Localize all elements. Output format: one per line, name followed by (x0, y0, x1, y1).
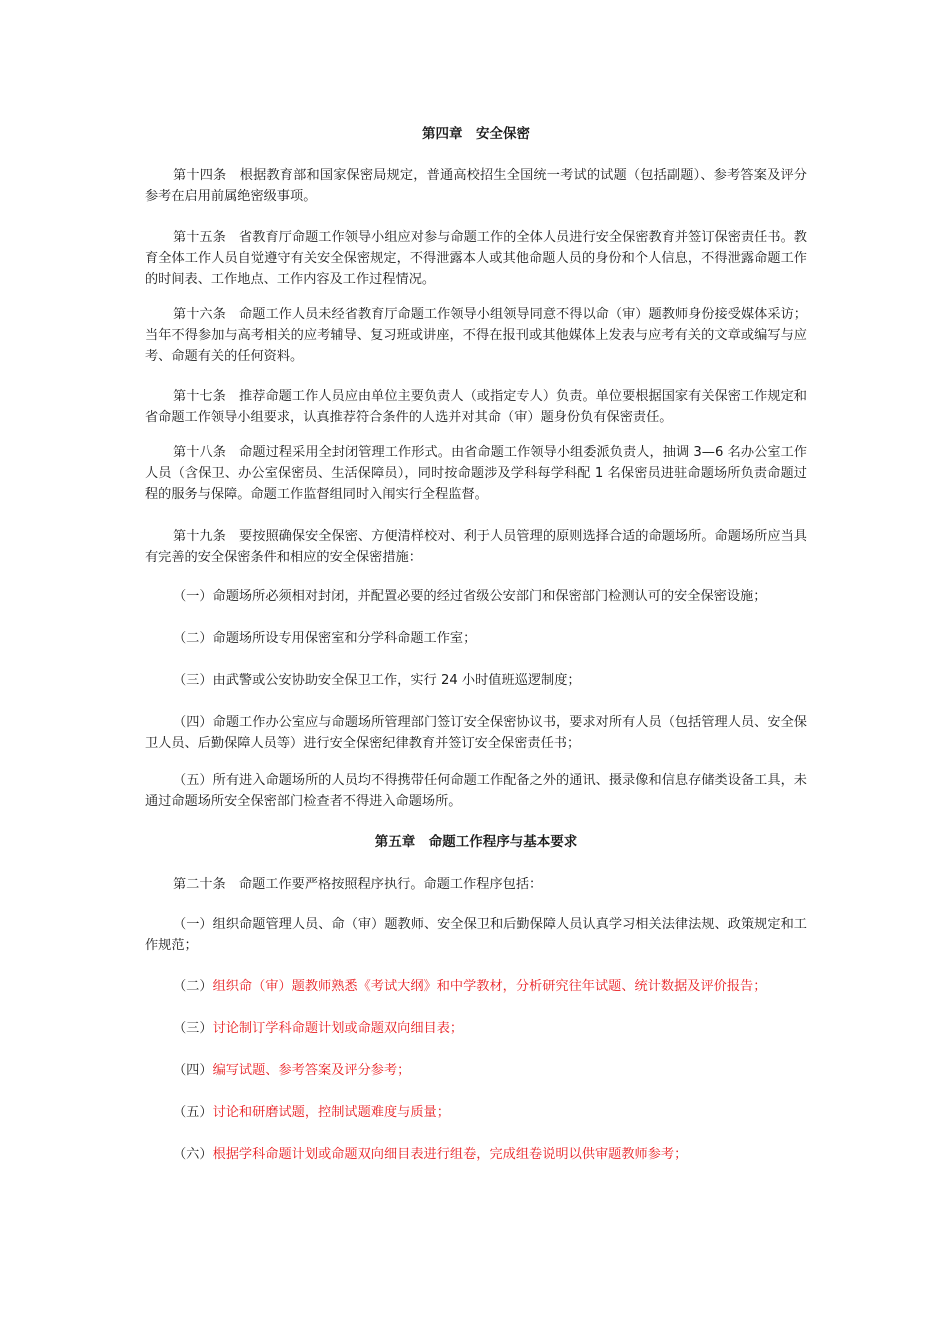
highlighted-text: 组织命（审）题教师熟悉《考试大纲》和中学教材，分析研究往年试题、统计数据及评价报告； (212, 979, 767, 994)
chapter-5-title: 第五章 命题工作程序与基本要求 (374, 834, 578, 850)
article-19-item-2: （二）命题场所设专用保密室和分学科命题工作室； (173, 631, 477, 646)
article-19-item-1: （一）命题场所必须相对封闭，并配置必要的经过省级公安部门和保密部门检测认可的安全保密设施； (173, 589, 767, 604)
article-17: 第十七条 推荐命题工作人员应由单位主要负责人（或指定专人）负责。单位要根据国家有关保密工作规定和省命题工作领导小组要求，认真推荐符合条件的人选并对其命（审）题身份负有保密责任。 (145, 389, 807, 425)
article-16: 第十六条 命题工作人员未经省教育厅命题工作领导小组领导同意不得以命（审）题教师身份接受媒体采访；当年不得参加与高考相关的应考辅导、复习班或讲座，不得在报刊或其他媒体上发表与应考有关的文章或编写与应考、命题有关的任何资料。 (145, 307, 807, 364)
article-20-item-2 (145, 976, 807, 997)
item-marker: （二） (173, 979, 213, 994)
article-19-item-3: （三）由武警或公安协助安全保卫工作，实行 24 小时值班巡逻制度； (173, 673, 581, 688)
highlighted-text: 讨论和研磨试题，控制试题难度与质量； (212, 1105, 450, 1120)
article-20-item-4 (145, 1060, 807, 1081)
highlighted-text: 根据学科命题计划或命题双向细目表进行组卷，完成组卷说明以供审题教师参考； (212, 1147, 688, 1162)
article-20: 第二十条 命题工作要严格按照程序执行。命题工作程序包括： (173, 877, 543, 892)
highlighted-text: 讨论制订学科命题计划或命题双向细目表； (212, 1021, 464, 1036)
item-marker: （五） (173, 1105, 213, 1120)
item-marker: （三） (173, 1021, 213, 1036)
item-marker: （四） (173, 1063, 213, 1078)
article-20-item-5 (145, 1102, 807, 1123)
article-20-item-3 (145, 1018, 807, 1039)
article-14: 第十四条 根据教育部和国家保密局规定，普通高校招生全国统一考试的试题（包括副题）、参考答案及评分参考在启用前属绝密级事项。 (145, 168, 807, 204)
article-19: 第十九条 要按照确保安全保密、方便清样校对、利于人员管理的原则选择合适的命题场所。命题场所应当具有完善的安全保密条件和相应的安全保密措施： (145, 529, 807, 565)
article-19-item-4: （四）命题工作办公室应与命题场所管理部门签订安全保密协议书，要求对所有人员（包括管理人员、安全保卫人员、后勤保障人员等）进行安全保密纪律教育并签订安全保密责任书； (145, 715, 807, 751)
article-20-item-6 (145, 1144, 807, 1165)
highlighted-text: 编写试题、参考答案及评分参考； (212, 1063, 411, 1078)
article-18: 第十八条 命题过程采用全封闭管理工作形式。由省命题工作领导小组委派负责人，抽调 3—6 名办公室工作人员（含保卫、办公室保密员、生活保障员），同时按命题涉及学科每学科配 1 名保密员进驻命题场所负责命题过程的服务与保障。命题工作监督组同时入闱实行全程监督。 (145, 445, 807, 502)
article-15: 第十五条 省教育厅命题工作领导小组应对参与命题工作的全体人员进行安全保密教育并签订保密责任书。教育全体工作人员自觉遵守有关安全保密规定，不得泄露本人或其他命题人员的身份和个人信息，不得泄露命题工作的时间表、工作地点、工作内容及工作过程情况。 (145, 230, 807, 287)
article-20-item-1: （一）组织命题管理人员、命（审）题教师、安全保卫和后勤保障人员认真学习相关法律法规、政策规定和工作规范； (145, 917, 807, 953)
article-19-item-5: （五）所有进入命题场所的人员均不得携带任何命题工作配备之外的通讯、摄录像和信息存储类设备工具，未通过命题场所安全保密部门检查者不得进入命题场所。 (145, 773, 807, 809)
item-marker: （六） (173, 1147, 213, 1162)
chapter-4-title: 第四章 安全保密 (422, 126, 530, 142)
